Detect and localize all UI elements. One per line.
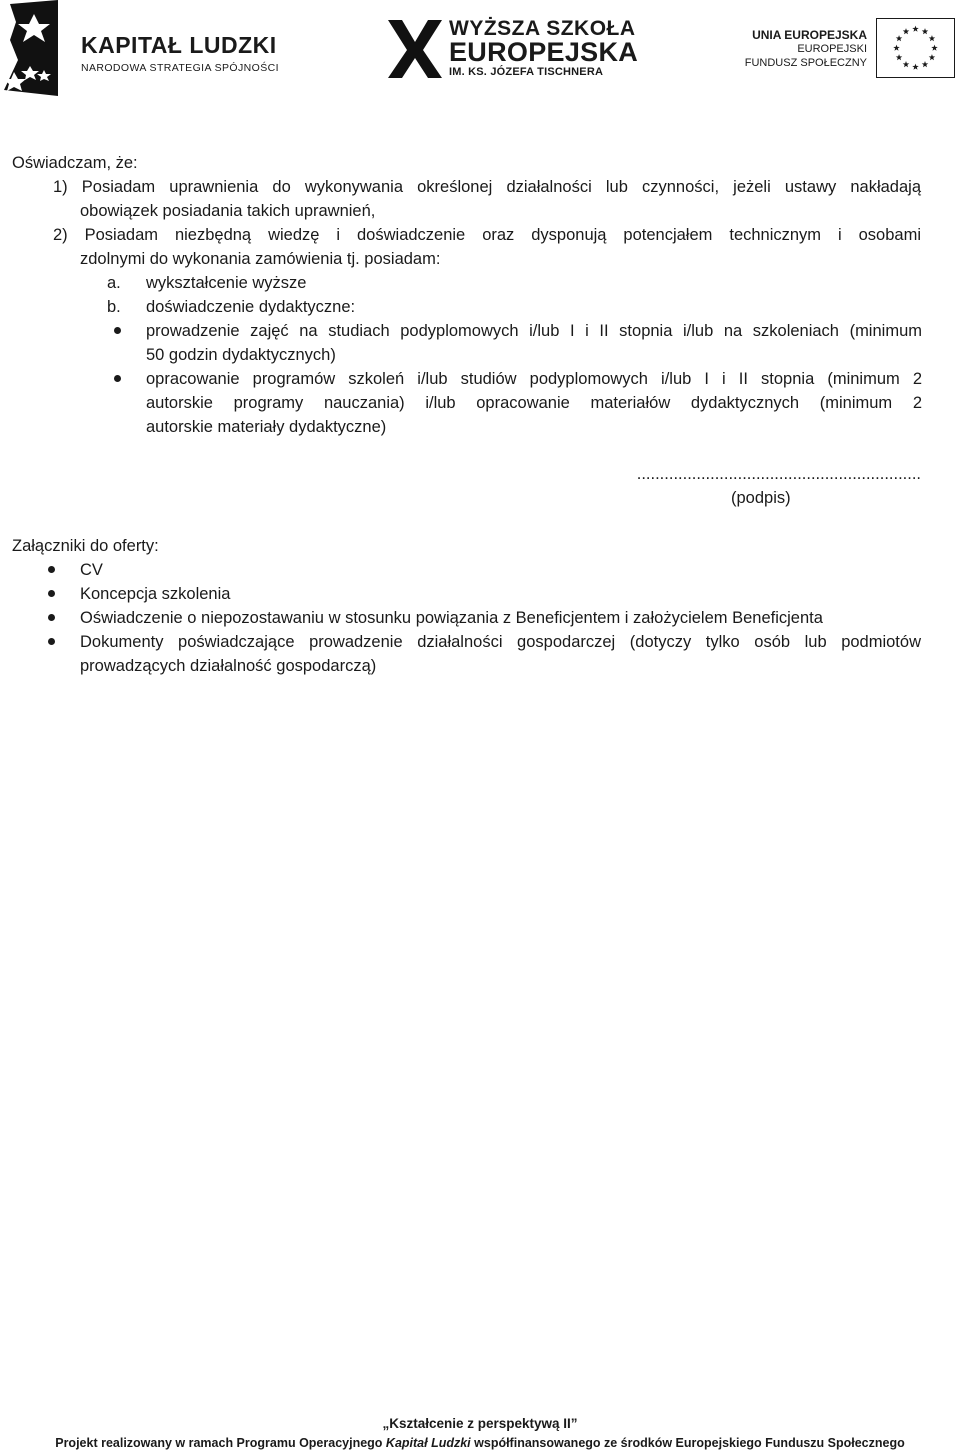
footer-line-start: Projekt realizowany w ramach Programu Operacyjnego xyxy=(55,1436,383,1450)
attachment-concept: Koncepcja szkolenia xyxy=(80,585,231,603)
bullet-dot-icon xyxy=(114,327,121,334)
footer-line-end: współfinansowanego ze środków Europejskiego Funduszu Społecznego xyxy=(474,1436,905,1450)
attachment-documents-line-2: prowadzących działalność gospodarczą) xyxy=(80,657,377,675)
kapital-ludzki-subtitle: NARODOWA STRATEGIA SPÓJNOŚCI xyxy=(81,62,279,74)
bullet-dot-icon xyxy=(48,590,55,597)
attachment-documents-line-1: Dokumenty poświadczające prowadzenie działalności gospodarczej (dotyczy tylko osób lub podmiotów xyxy=(80,633,921,651)
kapital-ludzki-emblem-icon xyxy=(4,0,62,96)
bullet-dot-icon xyxy=(48,638,55,645)
bullet-2-line-1: opracowanie programów szkoleń i/lub studiów podyplomowych i/lub I i II stopnia (minimum 2 xyxy=(146,370,922,388)
bullet-2-line-3: autorskie materiały dydaktyczne) xyxy=(146,418,387,436)
wse-name-line3: IM. KS. JÓZEFA TISCHNERA xyxy=(449,66,604,78)
bullet-1-line-2: 50 godzin dydaktycznych) xyxy=(146,346,336,364)
bullet-1-line-1: prowadzenie zajęć na studiach podyplomowych i/lub I i II stopnia i/lub na szkoleniach (minimum xyxy=(146,322,922,340)
footer-title: „Kształcenie z perspektywą II” xyxy=(382,1416,578,1431)
item-2-line-1: 2) Posiadam niezbędną wiedzę i doświadczenie oraz dysponują potencjałem technicznym i osobami xyxy=(53,226,921,244)
eu-logo-line3: FUNDUSZ SPOŁECZNY xyxy=(744,57,867,69)
bullet-dot-icon xyxy=(48,614,55,621)
eu-logo-line2: EUROPEJSKI xyxy=(797,43,867,55)
sub-b-text: doświadczenie dydaktyczne: xyxy=(146,298,356,316)
wse-name-line2: EUROPEJSKA xyxy=(449,37,639,67)
signature-label: (podpis) xyxy=(731,489,791,507)
wse-name-line1: WYŻSZA SZKOŁA xyxy=(449,17,636,40)
footer-line-program: Kapitał Ludzki xyxy=(385,1436,471,1450)
attachments-title: Załączniki do oferty: xyxy=(12,537,159,555)
wse-emblem-icon xyxy=(386,18,444,80)
bullet-2-line-2: autorskie programy nauczania) i/lub opracowanie materiałów dydaktycznych (minimum 2 xyxy=(146,394,922,412)
eu-flag-icon xyxy=(876,18,955,78)
attachment-statement: Oświadczenie o niepozostawaniu w stosunku powiązania z Beneficjentem i założycielem Beneficjenta xyxy=(80,609,823,627)
sub-b-marker: b. xyxy=(107,298,121,316)
signature-line: .............................................................. xyxy=(636,465,921,483)
eu-logo-line1: UNIA EUROPEJSKA xyxy=(752,28,867,42)
sub-a-marker: a. xyxy=(107,274,121,292)
item-1-line-1: 1) Posiadam uprawnienia do wykonywania określonej działalności lub czynności, jeżeli ustawy nakładają xyxy=(53,178,921,196)
footer-project-line xyxy=(0,1436,960,1450)
kapital-ludzki-title: KAPITAŁ LUDZKI xyxy=(81,32,277,58)
attachment-cv: CV xyxy=(80,561,103,579)
item-2-line-2: zdolnymi do wykonania zamówienia tj. posiadam: xyxy=(80,250,441,268)
sub-a-text: wykształcenie wyższe xyxy=(146,274,307,292)
intro-text: Oświadczam, że: xyxy=(12,154,138,172)
item-1-line-2: obowiązek posiadania takich uprawnień, xyxy=(80,202,376,220)
bullet-dot-icon xyxy=(48,566,55,573)
bullet-dot-icon xyxy=(114,375,121,382)
